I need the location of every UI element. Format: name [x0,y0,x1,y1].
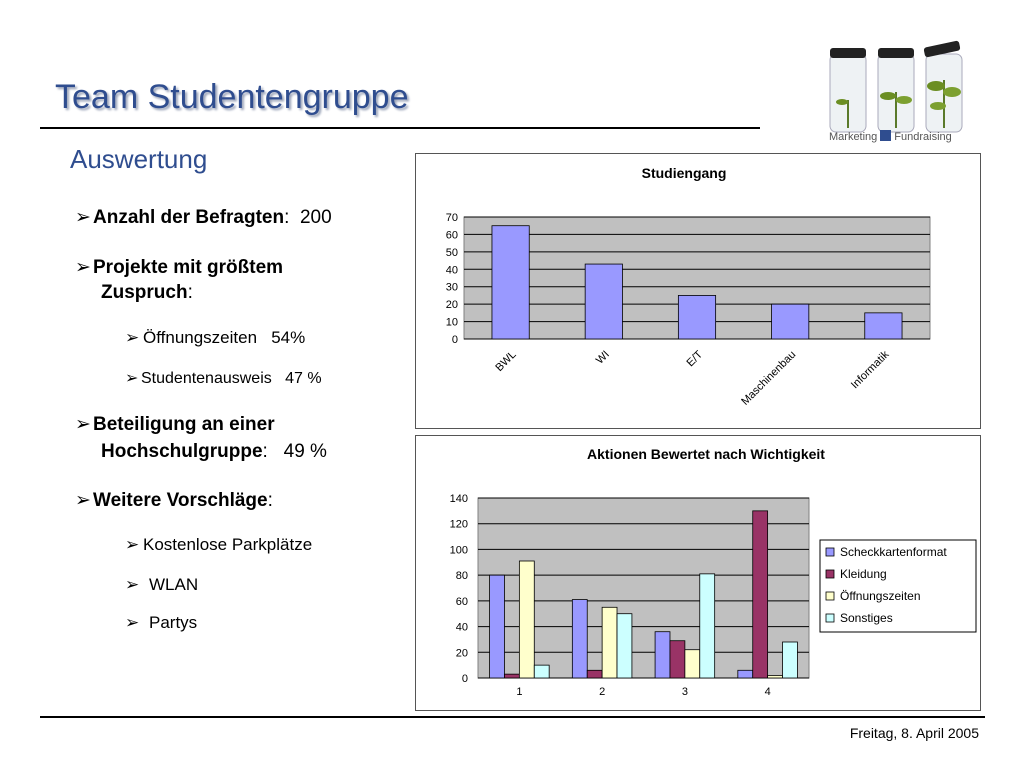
logo-square-icon [880,130,891,141]
section-subtitle: Auswertung [70,144,208,174]
bar [678,295,715,339]
subbullet-opening-hours: ➢ Öffnungszeiten 54% [125,328,306,347]
bullet-suggestions: ➢ Weitere Vorschläge: [75,490,273,511]
y-tick-label: 40 [455,621,468,634]
footer-date: Freitag, 8. April 2005 [849,725,979,741]
y-tick-label: 60 [445,229,458,242]
chart-aktionen [416,436,980,710]
subbullet-student-id: ➢ Studentenausweis 47 % [125,370,322,387]
x-tick-label: Maschinenbau [739,348,799,408]
chart-studiengang-panel [415,153,981,429]
bullet-top-projects-cont: Zuspruch: [101,282,193,303]
arrow-bullet-icon: ➢ [125,613,140,632]
chart-title: Studiengang [641,165,727,181]
y-tick-label: 0 [451,334,458,346]
legend-swatch [826,548,834,556]
bullet-participation: ➢ Beteiligung an einer [75,414,275,435]
bar [572,600,587,678]
y-tick-label: 70 [445,212,458,224]
y-tick-label: 0 [461,673,468,685]
arrow-bullet-icon: ➢ [125,370,139,387]
legend-label: Kleidung [840,567,887,581]
bar [655,632,670,678]
arrow-bullet-icon: ➢ [75,414,91,435]
bar [685,650,700,678]
legend-swatch [826,614,834,622]
bar [519,561,534,678]
chart-title: Aktionen Bewertet nach Wichtigkeit [587,446,825,462]
arrow-bullet-icon: ➢ [125,535,140,554]
footer-divider [40,716,985,718]
bar [534,665,549,678]
bar [753,511,768,678]
bar [587,670,602,678]
bar [670,641,685,678]
bar [617,614,632,678]
x-tick-label: Informatik [848,348,892,392]
y-tick-label: 60 [455,595,468,608]
subbullet-wlan: ➢ WLAN [125,575,199,594]
bar [504,674,519,678]
arrow-bullet-icon: ➢ [75,257,91,278]
bar [602,607,617,678]
legend-label: Scheckkartenformat [840,545,947,559]
subbullet-parking: ➢ Kostenlose Parkplätze [125,535,313,554]
bullet-respondents: ➢ Anzahl der Befragten: 200 [75,207,332,228]
bar [738,670,753,678]
x-tick-label: BWL [493,348,519,374]
chart-studiengang [416,154,980,428]
bar [492,226,529,339]
chart-aktionen-panel [415,435,981,711]
bar [768,675,783,678]
x-tick-label: WI [593,348,612,367]
bar [585,264,622,339]
legend-label: Öffnungszeiten [840,589,921,603]
y-tick-label: 20 [445,299,458,312]
y-tick-label: 20 [455,647,468,660]
arrow-bullet-icon: ➢ [125,575,140,594]
y-tick-label: 50 [445,246,458,259]
bullet-top-projects: ➢ Projekte mit größtem [75,257,284,278]
x-tick-label: 4 [764,686,771,698]
x-tick-label: 1 [516,686,523,698]
x-tick-label: 2 [599,686,606,698]
logo-caption: Marketing Fundraising [829,131,952,143]
arrow-bullet-icon: ➢ [75,490,91,511]
y-tick-label: 120 [449,518,468,531]
bullet-participation-cont: Hochschulgruppe: 49 % [101,441,327,462]
y-tick-label: 100 [449,544,468,557]
legend-swatch [826,570,834,578]
bar [490,575,505,678]
bar [865,313,902,339]
arrow-bullet-icon: ➢ [125,328,140,347]
y-tick-label: 30 [445,281,458,294]
bar [700,574,715,678]
x-tick-label: 3 [681,686,688,698]
subbullet-parties: ➢ Partys [125,613,198,632]
x-tick-label: E/T [684,348,706,370]
bar [783,642,798,678]
title-divider [40,127,760,129]
y-tick-label: 40 [445,264,458,277]
page-title: Team Studentengruppe [55,78,409,116]
y-tick-label: 10 [445,316,458,329]
legend-swatch [826,592,834,600]
legend-label: Sonstiges [840,611,893,625]
bar [772,304,809,339]
y-tick-label: 140 [449,493,468,505]
y-tick-label: 80 [455,570,468,583]
arrow-bullet-icon: ➢ [75,207,91,228]
